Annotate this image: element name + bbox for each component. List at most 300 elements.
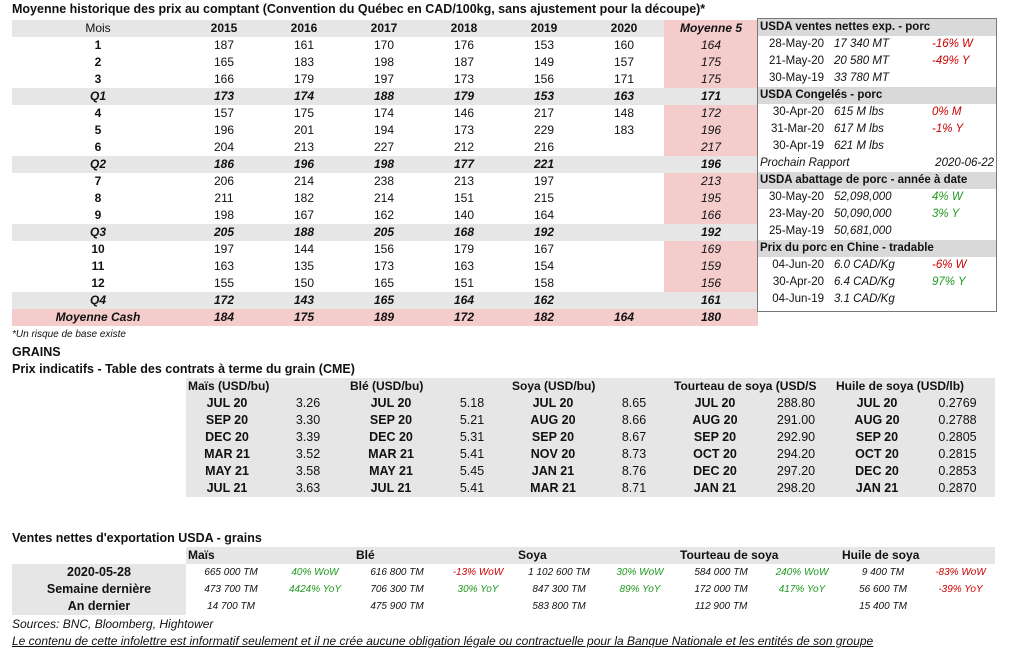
futures-price: 5.41 [434, 446, 510, 463]
usda-data-row [758, 257, 996, 274]
hist-value [584, 258, 664, 275]
futures-price: 0.2788 [920, 412, 995, 429]
hist-title: Moyenne historique des prix au comptant (Convention du Québec en CAD/100kg, sans ajustement pour la découpe)* [12, 2, 706, 16]
hist-value: 205 [184, 224, 264, 241]
hist-value: 160 [613, 38, 635, 52]
hist-value: 161 [293, 38, 315, 52]
ventes-row [12, 564, 995, 581]
usda-change [928, 223, 996, 240]
futures-price: 5.41 [434, 480, 510, 497]
hist-value: 201 [293, 123, 315, 137]
usda-table [758, 19, 996, 308]
hist-row-label: Q2 [12, 156, 184, 173]
hist-value: 182 [293, 191, 315, 205]
hist-value [584, 139, 664, 156]
hist-value: 151 [453, 276, 475, 290]
hist-value: 171 [613, 72, 635, 86]
ventes-change [276, 598, 354, 615]
futures-contract: SEP 20 [186, 412, 268, 429]
hist-value: 163 [584, 88, 664, 105]
ventes-change: 240% WoW [775, 567, 829, 578]
ventes-title: Ventes nettes d'exportation USDA - grains [12, 531, 262, 545]
ventes-volume: 665 000 TM [204, 567, 258, 578]
hist-value: 175 [664, 71, 758, 88]
ventes-change [602, 598, 678, 615]
usda-value: 17 340 MT [834, 38, 889, 50]
hist-value: 196 [264, 156, 344, 173]
ventes-change [926, 598, 995, 615]
usda-data-row [758, 223, 996, 240]
hist-value: 163 [453, 259, 475, 273]
futures-price: 5.18 [434, 395, 510, 412]
hist-value: 173 [184, 88, 264, 105]
hist-month-row [12, 207, 758, 224]
usda-value: 20 580 MT [834, 55, 889, 67]
hist-value: 135 [293, 259, 315, 273]
hist-value: 153 [504, 88, 584, 105]
futures-price: 0.2870 [920, 480, 995, 497]
ventes-volume: 56 600 TM [859, 584, 907, 595]
hist-value: 168 [424, 224, 504, 241]
hist-value: 174 [264, 88, 344, 105]
hist-value: 156 [373, 242, 395, 256]
ventes-change: 4424% YoY [288, 584, 342, 595]
usda-date: 04-Jun-19 [772, 293, 824, 305]
futures-row [186, 429, 995, 446]
futures-price: 291.00 [758, 412, 834, 429]
hist-value [584, 156, 664, 173]
hist-value: 197 [373, 72, 395, 86]
futures-header-row [186, 378, 995, 395]
hist-value: 140 [453, 208, 475, 222]
hist-cash-value: 175 [264, 309, 344, 326]
hist-value: 150 [293, 276, 315, 290]
hist-value: 164 [424, 292, 504, 309]
hist-value: 159 [664, 258, 758, 275]
hist-value: 165 [373, 276, 395, 290]
usda-date: 30-May-19 [769, 72, 824, 84]
usda-date: 30-Apr-19 [772, 140, 824, 152]
hist-value: 157 [213, 106, 235, 120]
usda-data-row [758, 189, 996, 206]
hist-quarter-row [12, 156, 758, 173]
hist-value: 143 [264, 292, 344, 309]
hist-value [584, 207, 664, 224]
futures-row [186, 446, 995, 463]
hist-value: 146 [453, 106, 475, 120]
hist-value: 196 [213, 123, 235, 137]
futures-price: 8.71 [596, 480, 672, 497]
hist-value: 144 [293, 242, 315, 256]
ventes-header-cell: Soya [516, 547, 678, 564]
usda-data-row [758, 36, 996, 53]
usda-change: -49% Y [932, 55, 970, 67]
ventes-row-label: An dernier [12, 598, 186, 615]
hist-value [584, 190, 664, 207]
hist-header-cell: 2016 [264, 20, 344, 37]
usda-date: 30-May-20 [769, 191, 824, 203]
hist-value: 211 [214, 191, 234, 205]
hist-month-row [12, 105, 758, 122]
hist-quarter-row [12, 88, 758, 105]
hist-value [584, 241, 664, 258]
hist-header-row [12, 20, 758, 37]
hist-value: 162 [504, 292, 584, 309]
ventes-volume: 9 400 TM [861, 567, 905, 578]
ventes-volume: 14 700 TM [207, 601, 255, 612]
ventes-header-blank [12, 547, 186, 564]
hist-value: 215 [533, 191, 555, 205]
hist-value: 217 [664, 139, 758, 156]
hist-header-cell: Mois [12, 20, 184, 37]
usda-next-report-row [758, 155, 996, 172]
futures-price: 8.67 [596, 429, 672, 446]
futures-contract: SEP 20 [510, 429, 596, 446]
hist-month-row [12, 122, 758, 139]
usda-data-row [758, 104, 996, 121]
hist-value: 192 [664, 224, 758, 241]
futures-contract: JAN 21 [510, 463, 596, 480]
ventes-row-label: Semaine dernière [12, 581, 186, 598]
futures-price: 8.65 [596, 395, 672, 412]
hist-value: 161 [664, 292, 758, 309]
hist-month-row [12, 241, 758, 258]
futures-row [186, 395, 995, 412]
usda-value: 50,681,000 [834, 225, 892, 237]
futures-header-cell: Soya (USD/bu) [510, 378, 672, 395]
hist-value: 172 [664, 105, 758, 122]
hist-value: 206 [213, 174, 235, 188]
futures-contract: AUG 20 [834, 412, 920, 429]
hist-value: 196 [664, 122, 758, 139]
hist-value: 188 [264, 224, 344, 241]
usda-change: -6% W [932, 259, 967, 271]
usda-data-row [758, 291, 996, 308]
usda-change: 97% Y [932, 276, 966, 288]
futures-price: 3.30 [268, 412, 348, 429]
futures-contract: SEP 20 [672, 429, 758, 446]
hist-value: 157 [613, 55, 635, 69]
ventes-volume: 112 900 TM [694, 601, 748, 612]
futures-contract: AUG 20 [510, 412, 596, 429]
futures-price: 3.52 [268, 446, 348, 463]
futures-price: 3.63 [268, 480, 348, 497]
hist-row-label: 8 [94, 191, 102, 205]
hist-value: 198 [373, 55, 395, 69]
usda-data-row [758, 138, 996, 155]
usda-change [928, 70, 996, 87]
hist-value: 165 [213, 55, 235, 69]
hist-row-label: 9 [94, 208, 102, 222]
sources: Sources: BNC, Bloomberg, Hightower [12, 617, 214, 631]
hist-month-row [12, 37, 758, 54]
hist-row-label: 12 [91, 276, 105, 290]
hist-value: 187 [453, 55, 475, 69]
ventes-change: -13% WoW [452, 567, 504, 578]
futures-contract: OCT 20 [834, 446, 920, 463]
hist-value: 212 [453, 140, 475, 154]
futures-contract: JUL 20 [510, 395, 596, 412]
futures-contract: MAR 21 [186, 446, 268, 463]
hist-value: 153 [533, 38, 555, 52]
futures-contract: MAR 21 [348, 446, 434, 463]
hist-row-label: 1 [94, 38, 102, 52]
futures-header-cell: Huile de soya (USD/lb) [834, 378, 995, 395]
usda-value: 621 M lbs [834, 140, 884, 152]
hist-value: 156 [664, 275, 758, 292]
hist-value: 170 [373, 38, 395, 52]
futures-price: 0.2769 [920, 395, 995, 412]
futures-price: 0.2815 [920, 446, 995, 463]
hist-header-cell: 2017 [344, 20, 424, 37]
usda-value: 50,090,000 [834, 208, 892, 220]
hist-value: 164 [664, 37, 758, 54]
usda-date: 30-Apr-20 [772, 106, 824, 118]
ventes-change: 89% YoY [619, 584, 661, 595]
hist-value: 186 [184, 156, 264, 173]
hist-value: 198 [213, 208, 235, 222]
hist-value: 213 [664, 173, 758, 190]
hist-cash-label: Moyenne Cash [12, 309, 184, 326]
usda-data-row [758, 274, 996, 291]
ventes-change [440, 598, 516, 615]
ventes-table [12, 547, 995, 615]
ventes-row [12, 581, 995, 598]
hist-cash-value: 180 [664, 309, 758, 326]
usda-date: 04-Jun-20 [772, 259, 824, 271]
futures-price: 294.20 [758, 446, 834, 463]
grains-title: GRAINS [12, 345, 61, 359]
hist-value: 183 [613, 123, 635, 137]
usda-value: 6.0 CAD/Kg [834, 259, 895, 271]
hist-row-label: 10 [91, 242, 105, 256]
hist-cash-value: 184 [184, 309, 264, 326]
futures-contract: OCT 20 [672, 446, 758, 463]
hist-row-label: 5 [94, 123, 102, 137]
futures-contract: DEC 20 [348, 429, 434, 446]
futures-contract: SEP 20 [834, 429, 920, 446]
hist-value: 214 [373, 191, 395, 205]
usda-section-title: USDA ventes nettes exp. - porc [758, 19, 996, 36]
usda-data-row [758, 53, 996, 70]
futures-price: 3.58 [268, 463, 348, 480]
hist-row-label: 11 [91, 259, 105, 273]
hist-value: 166 [213, 72, 235, 86]
hist-value: 192 [504, 224, 584, 241]
ventes-volume: 583 800 TM [532, 601, 586, 612]
futures-price: 298.20 [758, 480, 834, 497]
hist-value: 205 [344, 224, 424, 241]
futures-contract: AUG 20 [672, 412, 758, 429]
hist-header-cell: Moyenne 5 [664, 20, 758, 37]
hist-value: 197 [533, 174, 555, 188]
hist-cash-value: 172 [424, 309, 504, 326]
usda-change [928, 138, 996, 155]
usda-value: 615 M lbs [834, 106, 884, 118]
futures-price: 0.2853 [920, 463, 995, 480]
hist-value: 167 [533, 242, 555, 256]
hist-value: 171 [664, 88, 758, 105]
hist-value [584, 292, 664, 309]
hist-value: 155 [213, 276, 235, 290]
hist-header-cell: 2020 [584, 20, 664, 37]
hist-month-row [12, 54, 758, 71]
usda-value: 52,098,000 [834, 191, 892, 203]
hist-value: 213 [293, 140, 315, 154]
usda-section-header [758, 87, 996, 104]
ventes-change: 30% YoY [457, 584, 499, 595]
hist-value: 198 [344, 156, 424, 173]
hist-value: 156 [533, 72, 555, 86]
hist-cash-value: 182 [504, 309, 584, 326]
ventes-volume: 616 800 TM [370, 567, 424, 578]
futures-row [186, 463, 995, 480]
futures-price: 3.26 [268, 395, 348, 412]
hist-value: 169 [664, 241, 758, 258]
hist-header-cell: 2015 [184, 20, 264, 37]
hist-header-cell: 2018 [424, 20, 504, 37]
hist-cash-value: 189 [344, 309, 424, 326]
ventes-volume: 15 400 TM [859, 601, 907, 612]
ventes-change: -39% YoY [938, 584, 983, 595]
hist-value: 154 [533, 259, 555, 273]
hist-row-label: Q4 [12, 292, 184, 309]
hist-value: 229 [533, 123, 555, 137]
ventes-volume: 1 102 600 TM [528, 567, 590, 578]
futures-table [186, 378, 995, 497]
futures-contract: SEP 20 [348, 412, 434, 429]
futures-price: 3.39 [268, 429, 348, 446]
hist-header-cell: 2019 [504, 20, 584, 37]
futures-price: 5.45 [434, 463, 510, 480]
hist-row-label: 6 [94, 140, 102, 154]
hist-value: 179 [424, 88, 504, 105]
hist-value: 165 [344, 292, 424, 309]
hist-value: 179 [293, 72, 315, 86]
usda-change: -16% W [932, 38, 973, 50]
hist-value: 163 [213, 259, 235, 273]
hist-month-row [12, 258, 758, 275]
hist-quarter-row [12, 224, 758, 241]
hist-row-label: 2 [94, 55, 102, 69]
ventes-change: -83% WoW [935, 567, 986, 578]
hist-value: 172 [184, 292, 264, 309]
ventes-header-cell: Maïs [186, 547, 354, 564]
usda-date: 31-Mar-20 [770, 123, 824, 135]
ventes-volume: 847 300 TM [532, 584, 586, 595]
ventes-header-row [12, 547, 995, 564]
hist-month-row [12, 139, 758, 156]
hist-month-row [12, 173, 758, 190]
hist-value: 173 [373, 259, 395, 273]
usda-next-label: Prochain Rapport [760, 157, 850, 169]
usda-date: 21-May-20 [769, 55, 824, 67]
hist-value: 149 [533, 55, 555, 69]
ventes-row [12, 598, 995, 615]
hist-row-label: 4 [94, 106, 102, 120]
hist-table [12, 20, 758, 326]
hist-value: 148 [613, 106, 635, 120]
hist-row-label: 3 [94, 72, 102, 86]
grains-subtitle: Prix indicatifs - Table des contrats à terme du grain (CME) [12, 362, 355, 376]
usda-change [928, 291, 996, 308]
hist-value [584, 275, 664, 292]
hist-value: 158 [533, 276, 555, 290]
hist-quarter-row [12, 292, 758, 309]
ventes-volume: 172 000 TM [694, 584, 748, 595]
futures-header-cell: Blé (USD/bu) [348, 378, 510, 395]
usda-box [757, 18, 997, 312]
hist-value: 221 [504, 156, 584, 173]
futures-price: 5.31 [434, 429, 510, 446]
hist-value: 216 [533, 140, 555, 154]
usda-data-row [758, 70, 996, 87]
ventes-volume: 475 900 TM [370, 601, 424, 612]
usda-section-title: Prix du porc en Chine - tradable [758, 240, 996, 257]
futures-contract: JUL 20 [672, 395, 758, 412]
usda-change: 0% M [932, 106, 962, 118]
usda-section-header [758, 240, 996, 257]
futures-price: 0.2805 [920, 429, 995, 446]
ventes-volume: 473 700 TM [204, 584, 258, 595]
usda-date: 30-Apr-20 [772, 276, 824, 288]
futures-contract: NOV 20 [510, 446, 596, 463]
futures-contract: JUL 20 [348, 395, 434, 412]
futures-price: 288.80 [758, 395, 834, 412]
usda-section-header [758, 172, 996, 189]
hist-footnote: *Un risque de base existe [12, 329, 126, 340]
hist-value: 204 [213, 140, 235, 154]
ventes-change: 417% YoY [778, 584, 826, 595]
hist-value: 227 [373, 140, 395, 154]
hist-value: 194 [373, 123, 395, 137]
futures-contract: JUL 21 [348, 480, 434, 497]
futures-price: 8.76 [596, 463, 672, 480]
usda-value: 617 M lbs [834, 123, 884, 135]
hist-value: 179 [453, 242, 475, 256]
hist-value [584, 224, 664, 241]
futures-header-cell: Tourteau de soya (USD/S [672, 378, 834, 395]
hist-value: 173 [453, 72, 475, 86]
hist-month-row [12, 190, 758, 207]
ventes-change [764, 598, 840, 615]
futures-row [186, 412, 995, 429]
usda-date: 23-May-20 [769, 208, 824, 220]
futures-price: 5.21 [434, 412, 510, 429]
futures-price: 8.66 [596, 412, 672, 429]
futures-contract: JUL 20 [186, 395, 268, 412]
hist-row-label: Q1 [12, 88, 184, 105]
usda-value: 33 780 MT [834, 72, 889, 84]
ventes-header-cell: Blé [354, 547, 516, 564]
futures-header-cell: Maïs (USD/bu) [186, 378, 348, 395]
hist-month-row [12, 275, 758, 292]
hist-value: 173 [453, 123, 475, 137]
hist-value: 151 [453, 191, 475, 205]
futures-contract: JUL 21 [186, 480, 268, 497]
hist-cash-value: 164 [584, 309, 664, 326]
hist-row-label: Q3 [12, 224, 184, 241]
hist-value: 197 [213, 242, 235, 256]
futures-contract: JAN 21 [834, 480, 920, 497]
hist-cash-row [12, 309, 758, 326]
ventes-volume: 706 300 TM [370, 584, 424, 595]
hist-value: 183 [293, 55, 315, 69]
hist-value: 164 [533, 208, 555, 222]
hist-month-row [12, 71, 758, 88]
hist-value: 195 [664, 190, 758, 207]
hist-value: 217 [533, 106, 555, 120]
